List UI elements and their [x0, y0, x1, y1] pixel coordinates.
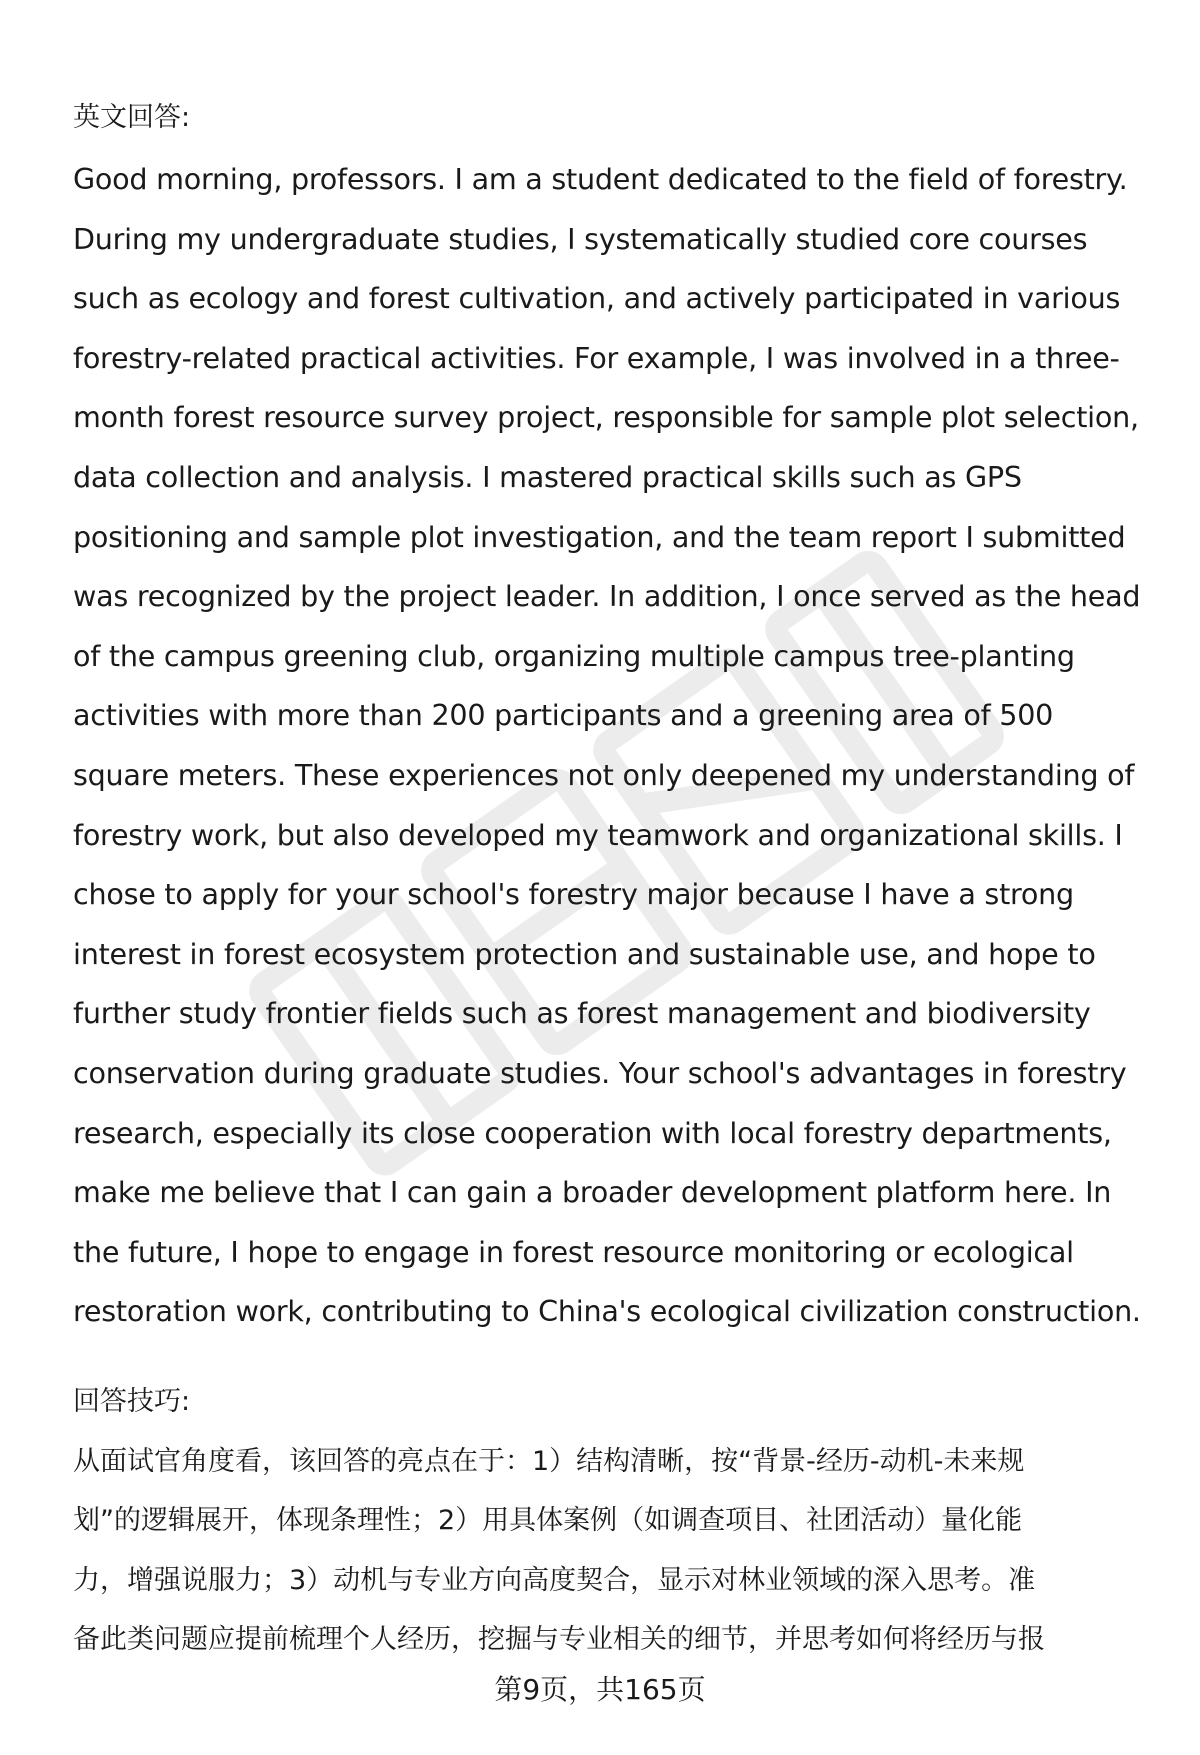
answer-line: research, especially its close cooperation with local forestry departments,: [73, 1115, 1112, 1150]
tips-line: 备此类问题应提前梳理个人经历，挖掘与专业相关的细节，并思考如何将经历与报: [73, 1624, 1045, 1656]
answer-line: positioning and sample plot investigation, and the team report I submitted: [73, 519, 1126, 554]
answer-line: make me believe that I can gain a broader development platform here. In: [73, 1175, 1112, 1210]
answer-line: further study frontier fields such as forest management and biodiversity: [73, 996, 1091, 1031]
answer-line: conservation during graduate studies. Your school's advantages in forestry: [73, 1055, 1127, 1090]
answer-line: interest in forest ecosystem protection and sustainable use, and hope to: [73, 936, 1096, 971]
answer-line: square meters. These experiences not only deepened my understanding of: [73, 757, 1135, 792]
answer-line: was recognized by the project leader. In addition, I once served as the head: [73, 579, 1141, 614]
answer-line: Good morning, professors. I am a student dedicated to the field of forestry.: [73, 162, 1128, 196]
answer-tips-heading: 回答技巧:: [73, 1386, 191, 1417]
tips-line: 划”的逻辑展开，体现条理性；2）用具体案例（如调查项目、社团活动）量化能: [73, 1505, 1023, 1537]
answer-line: During my undergraduate studies, I systematically studied core courses: [73, 221, 1088, 256]
answer-line: chose to apply for your school's forestry major because I have a strong: [73, 877, 1074, 912]
answer-line: the future, I hope to engage in forest resource monitoring or ecological: [73, 1234, 1074, 1269]
answer-line: of the campus greening club, organizing multiple campus tree-planting: [73, 638, 1075, 673]
answer-line: forestry work, but also developed my teamwork and organizational skills. I: [73, 817, 1123, 852]
tips-line: 力，增强说服力；3）动机与专业方向高度契合，显示对林业领域的深入思考。准: [73, 1564, 1036, 1596]
page-number-footer: 第9页，共165页: [494, 1673, 706, 1706]
answer-line: month forest resource survey project, responsible for sample plot selection,: [73, 400, 1139, 435]
answer-line: such as ecology and forest cultivation, and actively participated in various: [73, 281, 1121, 316]
english-answer-heading: 英文回答:: [73, 102, 191, 133]
answer-tips-body: [73, 1432, 1153, 1670]
tips-line: 从面试官角度看，该回答的亮点在于：1）结构清晰，按“背景-经历-动机-未来规: [73, 1446, 1025, 1477]
answer-line: restoration work, contributing to China's ecological civilization construction.: [73, 1294, 1141, 1329]
answer-line: activities with more than 200 participants and a greening area of 500: [73, 698, 1054, 733]
answer-line: forestry-related practical activities. For example, I was involved in a three-: [73, 340, 1120, 375]
answer-line: data collection and analysis. I mastered practical skills such as GPS: [73, 459, 1022, 494]
english-answer-body: [73, 150, 1158, 1342]
